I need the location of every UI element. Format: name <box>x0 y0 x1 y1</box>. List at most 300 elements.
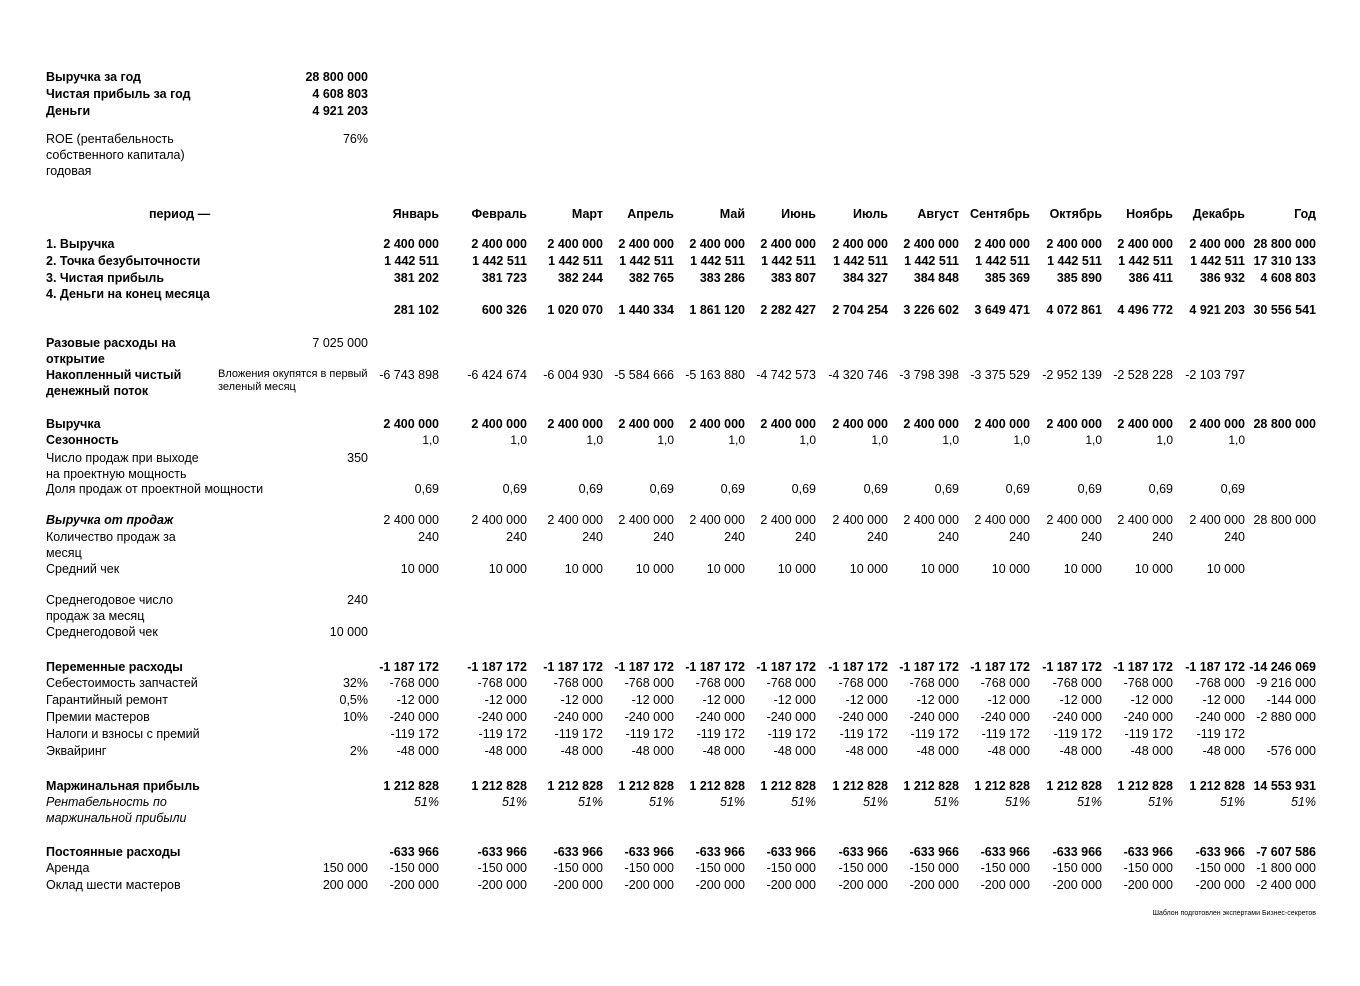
r-avg-check-label: Средний чек <box>46 562 120 576</box>
r-cumulative-cf-cell-7: -3 798 398 <box>899 368 959 382</box>
r-revenue-2-cell-11: 2 400 000 <box>1189 417 1245 431</box>
r-acquiring-cell-12: -576 000 <box>1266 744 1316 758</box>
r-rent-cell-5: -150 000 <box>766 861 816 875</box>
r-cumulative-cf-cell-11: -2 103 797 <box>1185 368 1245 382</box>
r-rent-cell-12: -1 800 000 <box>1256 861 1316 875</box>
r-share-capacity-cell-1: 0,69 <box>502 482 527 496</box>
r-variable-cell-1: -1 187 172 <box>467 660 527 674</box>
r-revenue-1-cell-4: 2 400 000 <box>689 237 745 251</box>
r-avg-check-cell-0: 10 000 <box>400 562 439 576</box>
r-avg-check-cell-1: 10 000 <box>488 562 527 576</box>
r-bonus-cell-9: -240 000 <box>1052 710 1102 724</box>
r-parts-cell-2: -768 000 <box>553 676 603 690</box>
r-cumulative-cf-cell-6: -4 320 746 <box>828 368 888 382</box>
r-sales-revenue-cell-6: 2 400 000 <box>832 513 888 527</box>
r-bonus-cell-11: -240 000 <box>1195 710 1245 724</box>
r-money-end-cell-1: 600 326 <box>481 303 527 317</box>
r-acquiring-cell-11: -48 000 <box>1202 744 1245 758</box>
r-share-capacity-cell-5: 0,69 <box>791 482 816 496</box>
r-sales-revenue-cell-7: 2 400 000 <box>903 513 959 527</box>
r-variable-cell-9: -1 187 172 <box>1042 660 1102 674</box>
r-net-profit-label: 3. Чистая прибыль <box>46 271 165 285</box>
r-share-capacity-cell-2: 0,69 <box>578 482 603 496</box>
r-share-capacity-cell-10: 0,69 <box>1148 482 1173 496</box>
r-margin-pct-cell-10: 51% <box>1147 795 1173 809</box>
r-sales-revenue-cell-0: 2 400 000 <box>383 513 439 527</box>
r-acquiring-param: 2% <box>349 744 368 758</box>
r-margin-cell-2: 1 212 828 <box>547 779 603 793</box>
r-acquiring-cell-1: -48 000 <box>484 744 527 758</box>
r-breakeven-cell-7: 1 442 511 <box>904 254 959 268</box>
r-avg-check-cell-3: 10 000 <box>635 562 674 576</box>
r-money-end-cell-5: 2 282 427 <box>760 303 816 317</box>
r-sales-revenue-label: Выручка от продаж <box>46 513 174 527</box>
r-warranty-cell-8: -12 000 <box>987 693 1030 707</box>
r-avg-year-check-param: 10 000 <box>329 625 368 639</box>
r-acquiring-cell-0: -48 000 <box>396 744 439 758</box>
r-sales-revenue-cell-5: 2 400 000 <box>760 513 816 527</box>
r-parts-cell-11: -768 000 <box>1195 676 1245 690</box>
r-share-capacity-cell-0: 0,69 <box>414 482 439 496</box>
r-margin-cell-12: 14 553 931 <box>1253 779 1316 793</box>
r-variable-cell-11: -1 187 172 <box>1185 660 1245 674</box>
r-revenue-1-cell-11: 2 400 000 <box>1189 237 1245 251</box>
r-salary-cell-10: -200 000 <box>1123 878 1173 892</box>
r-bonus-label: Премии мастеров <box>46 710 150 724</box>
r-taxes-cell-5: -119 172 <box>767 727 816 741</box>
r-salary-cell-12: -2 400 000 <box>1256 878 1316 892</box>
r-avg-check-cell-7: 10 000 <box>920 562 959 576</box>
r-acquiring-cell-9: -48 000 <box>1059 744 1102 758</box>
r-sales-count-cell-10: 240 <box>1152 530 1173 544</box>
r-breakeven-cell-8: 1 442 511 <box>975 254 1030 268</box>
r-margin-pct-cell-1: 51% <box>501 795 527 809</box>
r-one-time-label: Разовые расходы на открытие <box>46 336 176 366</box>
r-bonus-cell-3: -240 000 <box>624 710 674 724</box>
r-one-time-param: 7 025 000 <box>312 336 368 350</box>
r-margin-pct-cell-9: 51% <box>1076 795 1102 809</box>
r-money-end-cell-4: 1 861 120 <box>689 303 745 317</box>
r-bonus-cell-12: -2 880 000 <box>1256 710 1316 724</box>
r-money-end-cell-2: 1 020 070 <box>547 303 603 317</box>
r-fixed-cell-8: -633 966 <box>980 845 1030 859</box>
r-acquiring-cell-6: -48 000 <box>845 744 888 758</box>
r-rent-param: 150 000 <box>322 861 368 875</box>
r-warranty-cell-1: -12 000 <box>484 693 527 707</box>
summary-revenue-label: Выручка за год <box>46 70 141 84</box>
r-breakeven-label: 2. Точка безубыточности <box>46 254 201 268</box>
summary-roe-value: 76% <box>342 132 368 146</box>
r-parts-cell-10: -768 000 <box>1123 676 1173 690</box>
r-net-profit-cell-1: 381 723 <box>481 271 527 285</box>
r-seasonality-cell-11: 1,0 <box>1228 433 1245 447</box>
r-margin-pct-cell-7: 51% <box>933 795 959 809</box>
r-sales-count-cell-2: 240 <box>582 530 603 544</box>
r-warranty-cell-2: -12 000 <box>560 693 603 707</box>
r-rent-cell-3: -150 000 <box>624 861 674 875</box>
r-margin-cell-6: 1 212 828 <box>832 779 888 793</box>
r-sales-revenue-cell-10: 2 400 000 <box>1117 513 1173 527</box>
r-taxes-cell-3: -119 172 <box>625 727 674 741</box>
r-revenue-2-cell-3: 2 400 000 <box>618 417 674 431</box>
r-salary-cell-0: -200 000 <box>389 878 439 892</box>
r-revenue-1-cell-0: 2 400 000 <box>383 237 439 251</box>
r-margin-pct-cell-2: 51% <box>577 795 603 809</box>
r-revenue-2-label: Выручка <box>46 417 101 431</box>
r-breakeven-cell-9: 1 442 511 <box>1047 254 1102 268</box>
r-breakeven-cell-12: 17 310 133 <box>1253 254 1316 268</box>
period-label: период — <box>149 207 211 221</box>
r-fixed-cell-4: -633 966 <box>695 845 745 859</box>
r-revenue-1-cell-6: 2 400 000 <box>832 237 888 251</box>
r-breakeven-cell-4: 1 442 511 <box>690 254 745 268</box>
r-avg-check-cell-10: 10 000 <box>1134 562 1173 576</box>
r-parts-cell-5: -768 000 <box>766 676 816 690</box>
r-fixed-cell-3: -633 966 <box>624 845 674 859</box>
r-revenue-2-cell-9: 2 400 000 <box>1046 417 1102 431</box>
r-rent-cell-11: -150 000 <box>1195 861 1245 875</box>
r-cumulative-cf-cell-9: -2 952 139 <box>1042 368 1102 382</box>
r-margin-cell-4: 1 212 828 <box>689 779 745 793</box>
r-salary-label: Оклад шести мастеров <box>46 878 181 892</box>
r-bonus-cell-8: -240 000 <box>980 710 1030 724</box>
r-money-end-cell-3: 1 440 334 <box>618 303 674 317</box>
r-share-capacity-cell-8: 0,69 <box>1005 482 1030 496</box>
r-fixed-cell-6: -633 966 <box>838 845 888 859</box>
r-parts-cell-9: -768 000 <box>1052 676 1102 690</box>
r-revenue-2-cell-2: 2 400 000 <box>547 417 603 431</box>
r-taxes-cell-6: -119 172 <box>839 727 888 741</box>
r-fixed-cell-5: -633 966 <box>766 845 816 859</box>
r-warranty-cell-9: -12 000 <box>1059 693 1102 707</box>
r-sales-revenue-cell-3: 2 400 000 <box>618 513 674 527</box>
r-revenue-1-cell-12: 28 800 000 <box>1253 237 1316 251</box>
r-fixed-cell-12: -7 607 586 <box>1256 845 1316 859</box>
r-rent-cell-2: -150 000 <box>553 861 603 875</box>
r-variable-cell-7: -1 187 172 <box>899 660 959 674</box>
r-avg-check-cell-4: 10 000 <box>706 562 745 576</box>
r-taxes-cell-8: -119 172 <box>981 727 1030 741</box>
r-cumulative-cf-cell-10: -2 528 228 <box>1113 368 1173 382</box>
r-variable-cell-4: -1 187 172 <box>685 660 745 674</box>
r-bonus-cell-2: -240 000 <box>553 710 603 724</box>
r-revenue-2-cell-1: 2 400 000 <box>471 417 527 431</box>
r-sales-revenue-cell-2: 2 400 000 <box>547 513 603 527</box>
r-revenue-2-cell-4: 2 400 000 <box>689 417 745 431</box>
month-header-12: Год <box>1294 207 1316 221</box>
r-money-end-label: 4. Деньги на конец месяца <box>46 287 210 301</box>
r-sales-capacity-label: Число продаж при выходе на проектную мощность <box>46 451 199 481</box>
r-fixed-cell-1: -633 966 <box>477 845 527 859</box>
month-header-11: Декабрь <box>1192 207 1245 221</box>
r-parts-cell-3: -768 000 <box>624 676 674 690</box>
r-warranty-cell-12: -144 000 <box>1266 693 1316 707</box>
r-parts-cell-1: -768 000 <box>477 676 527 690</box>
r-rent-cell-6: -150 000 <box>838 861 888 875</box>
r-fixed-cell-0: -633 966 <box>389 845 439 859</box>
r-seasonality-cell-4: 1,0 <box>728 433 745 447</box>
r-parts-cell-6: -768 000 <box>838 676 888 690</box>
r-bonus-cell-7: -240 000 <box>909 710 959 724</box>
r-variable-cell-3: -1 187 172 <box>614 660 674 674</box>
r-rent-label: Аренда <box>46 861 90 875</box>
r-seasonality-cell-6: 1,0 <box>871 433 888 447</box>
r-parts-cell-7: -768 000 <box>909 676 959 690</box>
r-avg-check-cell-8: 10 000 <box>991 562 1030 576</box>
month-header-3: Апрель <box>627 207 674 221</box>
r-margin-cell-1: 1 212 828 <box>471 779 527 793</box>
r-revenue-1-cell-8: 2 400 000 <box>974 237 1030 251</box>
r-acquiring-cell-4: -48 000 <box>702 744 745 758</box>
r-sales-revenue-cell-9: 2 400 000 <box>1046 513 1102 527</box>
r-net-profit-cell-5: 383 807 <box>770 271 816 285</box>
r-money-end-cell-8: 3 649 471 <box>974 303 1030 317</box>
r-bonus-param: 10% <box>342 710 368 724</box>
r-rent-cell-0: -150 000 <box>389 861 439 875</box>
r-rent-cell-8: -150 000 <box>980 861 1030 875</box>
r-money-end-cell-11: 4 921 203 <box>1189 303 1245 317</box>
r-breakeven-cell-11: 1 442 511 <box>1190 254 1245 268</box>
r-money-end-cell-0: 281 102 <box>393 303 439 317</box>
r-cumulative-cf-label: Накопленный чистый денежный поток <box>46 368 182 398</box>
summary-roe-label: ROE (рентабельность собственного капитала) годовая <box>46 132 185 178</box>
r-money-end-cell-7: 3 226 602 <box>903 303 959 317</box>
r-margin-cell-7: 1 212 828 <box>903 779 959 793</box>
r-rent-cell-10: -150 000 <box>1123 861 1173 875</box>
r-rent-cell-9: -150 000 <box>1052 861 1102 875</box>
r-cumulative-cf-cell-0: -6 743 898 <box>379 368 439 382</box>
r-salary-cell-9: -200 000 <box>1052 878 1102 892</box>
month-header-9: Октябрь <box>1049 207 1102 221</box>
month-header-0: Январь <box>392 207 439 221</box>
r-salary-cell-8: -200 000 <box>980 878 1030 892</box>
r-seasonality-label: Сезонность <box>46 433 119 447</box>
r-salary-cell-7: -200 000 <box>909 878 959 892</box>
r-bonus-cell-1: -240 000 <box>477 710 527 724</box>
r-salary-cell-5: -200 000 <box>766 878 816 892</box>
r-money-end-cell-12: 30 556 541 <box>1253 303 1316 317</box>
month-header-2: Март <box>571 207 603 221</box>
r-sales-count-cell-1: 240 <box>506 530 527 544</box>
r-margin-pct-cell-6: 51% <box>862 795 888 809</box>
r-margin-cell-3: 1 212 828 <box>618 779 674 793</box>
r-acquiring-cell-5: -48 000 <box>773 744 816 758</box>
r-margin-cell-8: 1 212 828 <box>974 779 1030 793</box>
r-net-profit-cell-8: 385 369 <box>984 271 1030 285</box>
r-breakeven-cell-6: 1 442 511 <box>833 254 888 268</box>
r-margin-cell-9: 1 212 828 <box>1046 779 1102 793</box>
r-margin-pct-cell-0: 51% <box>413 795 439 809</box>
r-sales-revenue-cell-8: 2 400 000 <box>974 513 1030 527</box>
r-margin-label: Маржинальная прибыль <box>46 779 200 793</box>
month-header-10: Ноябрь <box>1126 207 1173 221</box>
r-share-capacity-cell-7: 0,69 <box>934 482 959 496</box>
r-taxes-cell-9: -119 172 <box>1053 727 1102 741</box>
r-share-capacity-cell-11: 0,69 <box>1220 482 1245 496</box>
r-margin-cell-10: 1 212 828 <box>1117 779 1173 793</box>
month-header-7: Август <box>917 207 959 221</box>
r-salary-cell-2: -200 000 <box>553 878 603 892</box>
summary-money-label: Деньги <box>46 104 91 118</box>
r-sales-revenue-cell-12: 28 800 000 <box>1253 513 1316 527</box>
r-revenue-2-cell-5: 2 400 000 <box>760 417 816 431</box>
r-sales-count-cell-6: 240 <box>867 530 888 544</box>
r-net-profit-cell-7: 384 848 <box>913 271 959 285</box>
r-cumulative-cf-cell-5: -4 742 573 <box>756 368 816 382</box>
r-revenue-1-cell-3: 2 400 000 <box>618 237 674 251</box>
r-warranty-cell-7: -12 000 <box>916 693 959 707</box>
r-salary-cell-1: -200 000 <box>477 878 527 892</box>
r-revenue-2-cell-6: 2 400 000 <box>832 417 888 431</box>
r-seasonality-cell-2: 1,0 <box>586 433 603 447</box>
r-seasonality-cell-3: 1,0 <box>657 433 674 447</box>
r-variable-cell-2: -1 187 172 <box>543 660 603 674</box>
r-net-profit-cell-0: 381 202 <box>393 271 439 285</box>
r-revenue-1-cell-2: 2 400 000 <box>547 237 603 251</box>
r-rent-cell-4: -150 000 <box>695 861 745 875</box>
r-bonus-cell-6: -240 000 <box>838 710 888 724</box>
r-warranty-cell-3: -12 000 <box>631 693 674 707</box>
r-sales-capacity-param: 350 <box>347 451 368 465</box>
month-header-1: Февраль <box>471 207 527 221</box>
r-taxes-cell-11: -119 172 <box>1196 727 1245 741</box>
r-taxes-cell-2: -119 172 <box>554 727 603 741</box>
r-fixed-cell-10: -633 966 <box>1123 845 1173 859</box>
r-seasonality-cell-8: 1,0 <box>1013 433 1030 447</box>
r-variable-cell-12: -14 246 069 <box>1249 660 1316 674</box>
r-avg-year-check-label: Среднегодовой чек <box>46 625 158 639</box>
month-header-4: Май <box>719 207 745 221</box>
r-rent-cell-7: -150 000 <box>909 861 959 875</box>
r-taxes-cell-4: -119 172 <box>696 727 745 741</box>
r-warranty-cell-4: -12 000 <box>702 693 745 707</box>
r-avg-check-cell-11: 10 000 <box>1206 562 1245 576</box>
r-margin-cell-11: 1 212 828 <box>1189 779 1245 793</box>
r-net-profit-cell-3: 382 765 <box>628 271 674 285</box>
r-revenue-1-cell-7: 2 400 000 <box>903 237 959 251</box>
r-warranty-param: 0,5% <box>339 693 368 707</box>
r-parts-cell-12: -9 216 000 <box>1256 676 1316 690</box>
r-fixed-cell-11: -633 966 <box>1195 845 1245 859</box>
r-variable-cell-8: -1 187 172 <box>970 660 1030 674</box>
r-salary-cell-4: -200 000 <box>695 878 745 892</box>
r-margin-pct-cell-3: 51% <box>648 795 674 809</box>
r-fixed-label: Постоянные расходы <box>46 845 181 859</box>
r-sales-count-cell-3: 240 <box>653 530 674 544</box>
r-parts-param: 32% <box>342 676 368 690</box>
r-margin-pct-cell-4: 51% <box>719 795 745 809</box>
r-variable-cell-10: -1 187 172 <box>1113 660 1173 674</box>
r-money-end-cell-9: 4 072 861 <box>1046 303 1102 317</box>
r-seasonality-cell-5: 1,0 <box>799 433 816 447</box>
r-acquiring-label: Эквайринг <box>46 744 107 758</box>
r-acquiring-cell-2: -48 000 <box>560 744 603 758</box>
r-taxes-cell-1: -119 172 <box>478 727 527 741</box>
r-cumulative-cf-note: Вложения окупятся в первый зеленый месяц <box>218 368 368 393</box>
r-cumulative-cf-cell-3: -5 584 666 <box>614 368 674 382</box>
r-margin-pct-cell-11: 51% <box>1219 795 1245 809</box>
r-net-profit-cell-12: 4 608 803 <box>1260 271 1316 285</box>
r-acquiring-cell-7: -48 000 <box>916 744 959 758</box>
r-sales-revenue-cell-11: 2 400 000 <box>1189 513 1245 527</box>
r-net-profit-cell-9: 385 890 <box>1056 271 1102 285</box>
r-share-capacity-label: Доля продаж от проектной мощности <box>46 482 264 496</box>
r-seasonality-cell-7: 1,0 <box>942 433 959 447</box>
r-money-end-cell-6: 2 704 254 <box>832 303 888 317</box>
r-variable-cell-5: -1 187 172 <box>756 660 816 674</box>
r-salary-cell-11: -200 000 <box>1195 878 1245 892</box>
r-variable-cell-6: -1 187 172 <box>828 660 888 674</box>
r-margin-pct-cell-5: 51% <box>790 795 816 809</box>
r-bonus-cell-4: -240 000 <box>695 710 745 724</box>
r-net-profit-cell-11: 386 932 <box>1199 271 1245 285</box>
r-avg-check-cell-9: 10 000 <box>1063 562 1102 576</box>
r-seasonality-cell-1: 1,0 <box>510 433 527 447</box>
r-seasonality-cell-9: 1,0 <box>1085 433 1102 447</box>
r-sales-count-cell-11: 240 <box>1224 530 1245 544</box>
r-warranty-cell-11: -12 000 <box>1202 693 1245 707</box>
r-avg-sales-label: Среднегодовое число продаж за месяц <box>46 593 174 623</box>
r-taxes-cell-0: -119 172 <box>390 727 439 741</box>
summary-profit-label: Чистая прибыль за год <box>46 87 191 101</box>
r-fixed-cell-7: -633 966 <box>909 845 959 859</box>
month-header-8: Сентябрь <box>970 207 1030 221</box>
r-revenue-2-cell-10: 2 400 000 <box>1117 417 1173 431</box>
r-breakeven-cell-3: 1 442 511 <box>619 254 674 268</box>
r-share-capacity-cell-4: 0,69 <box>720 482 745 496</box>
r-variable-cell-0: -1 187 172 <box>379 660 439 674</box>
r-parts-label: Себестоимость запчастей <box>46 676 198 690</box>
r-money-end-cell-10: 4 496 772 <box>1117 303 1173 317</box>
r-margin-cell-5: 1 212 828 <box>760 779 816 793</box>
r-breakeven-cell-1: 1 442 511 <box>472 254 527 268</box>
r-breakeven-cell-5: 1 442 511 <box>761 254 816 268</box>
month-header-6: Июль <box>853 207 888 221</box>
r-net-profit-cell-6: 384 327 <box>842 271 888 285</box>
r-revenue-2-cell-0: 2 400 000 <box>383 417 439 431</box>
r-sales-count-label: Количество продаж за месяц <box>46 530 176 560</box>
r-avg-check-cell-2: 10 000 <box>564 562 603 576</box>
r-salary-cell-3: -200 000 <box>624 878 674 892</box>
r-share-capacity-cell-3: 0,69 <box>649 482 674 496</box>
r-revenue-2-cell-12: 28 800 000 <box>1253 417 1316 431</box>
r-sales-count-cell-0: 240 <box>418 530 439 544</box>
r-avg-sales-param: 240 <box>347 593 368 607</box>
r-avg-check-cell-5: 10 000 <box>777 562 816 576</box>
r-cumulative-cf-cell-2: -6 004 930 <box>543 368 603 382</box>
r-taxes-cell-10: -119 172 <box>1124 727 1173 741</box>
summary-revenue-value: 28 800 000 <box>305 70 368 84</box>
r-cumulative-cf-cell-1: -6 424 674 <box>467 368 527 382</box>
r-sales-count-cell-4: 240 <box>724 530 745 544</box>
r-revenue-1-cell-9: 2 400 000 <box>1046 237 1102 251</box>
r-margin-pct-cell-8: 51% <box>1004 795 1030 809</box>
r-revenue-1-cell-10: 2 400 000 <box>1117 237 1173 251</box>
r-warranty-cell-5: -12 000 <box>773 693 816 707</box>
r-sales-count-cell-9: 240 <box>1081 530 1102 544</box>
footer-credit: Шаблон подготовлен экспертами Бизнес-секретов <box>1152 910 1316 917</box>
r-sales-count-cell-5: 240 <box>795 530 816 544</box>
r-parts-cell-4: -768 000 <box>695 676 745 690</box>
r-bonus-cell-10: -240 000 <box>1123 710 1173 724</box>
summary-profit-value: 4 608 803 <box>312 87 368 101</box>
r-revenue-1-cell-1: 2 400 000 <box>471 237 527 251</box>
r-variable-label: Переменные расходы <box>46 660 183 674</box>
r-revenue-1-label: 1. Выручка <box>46 237 115 251</box>
r-revenue-2-cell-8: 2 400 000 <box>974 417 1030 431</box>
r-warranty-label: Гарантийный ремонт <box>46 693 168 707</box>
r-warranty-cell-0: -12 000 <box>396 693 439 707</box>
